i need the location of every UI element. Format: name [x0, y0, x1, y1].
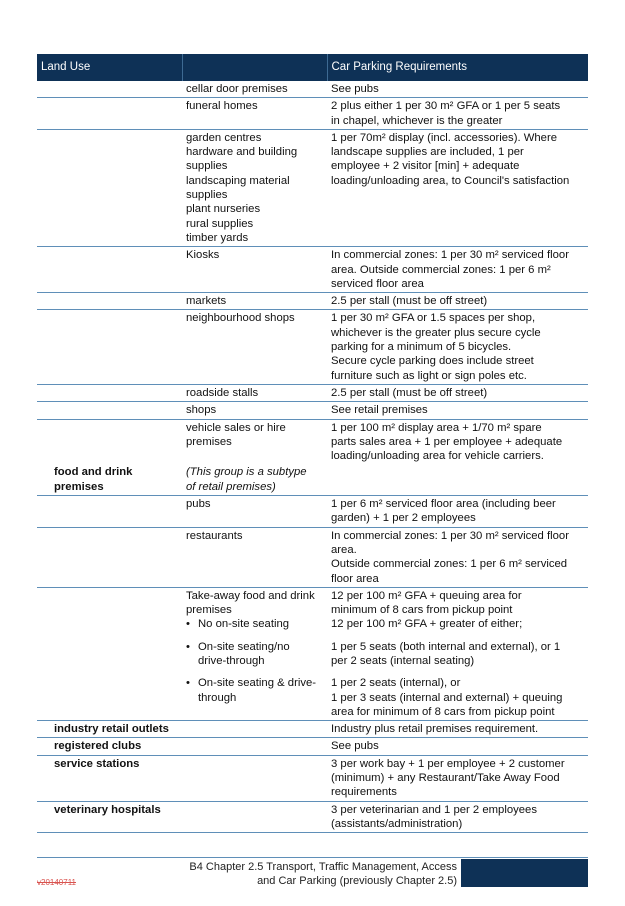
land-use-cell: neighbourhood shops	[182, 310, 327, 384]
text-line: On-site seating/no	[198, 640, 290, 653]
header-land-use: Land Use	[37, 54, 182, 81]
land-use-cell: pubs	[182, 496, 327, 528]
text-line: whichever is the greater plus secure cycle	[331, 326, 541, 339]
bullet-item	[186, 676, 323, 705]
requirement-cell	[327, 310, 588, 384]
text-line: Secure cycle parking does include street	[331, 355, 534, 368]
requirement-cell	[327, 98, 588, 130]
text-line: (minimum) + any Restaurant/Take Away Food	[331, 772, 560, 785]
table-row	[37, 293, 588, 310]
text-line: 3 per work bay + 1 per employee + 2 customer	[331, 757, 565, 770]
table-row	[37, 402, 588, 419]
text-line: supplies	[186, 160, 228, 173]
text-line: area for minimum of 8 cars from pickup point	[331, 705, 555, 718]
land-use-cell	[182, 419, 327, 464]
text-line: On-site seating & drive-	[198, 677, 317, 690]
land-use-cell: roadside stalls	[182, 384, 327, 401]
text-line: supplies	[186, 189, 228, 202]
land-use-cell	[182, 587, 327, 720]
table-row	[37, 98, 588, 130]
text-line: landscape supplies are included, 1 per	[331, 146, 524, 159]
land-use-cell: cellar door premises	[182, 81, 327, 98]
text-line: drive-through	[198, 654, 265, 667]
text-line: See retail premises	[331, 404, 428, 417]
requirement-cell	[327, 496, 588, 528]
text-line: premises	[54, 480, 104, 493]
table-row	[37, 755, 588, 801]
text-line: garden centres	[186, 131, 262, 144]
text-line: in chapel, whichever is the greater	[331, 114, 503, 127]
table-row	[37, 527, 588, 587]
text-line: food and drink	[54, 466, 133, 479]
text-line: vehicle sales or hire	[186, 421, 286, 434]
text-line: (This group is a subtype	[186, 466, 307, 479]
requirement-cell	[327, 738, 588, 755]
text-line: hardware and building	[186, 146, 298, 159]
takeaway-lead	[186, 589, 323, 618]
text-line: through	[198, 691, 237, 704]
text-line: minimum of 8 cars from pickup point	[331, 604, 513, 617]
table-row	[37, 721, 588, 738]
text-line: 12 per 100 m² GFA + queuing area for	[331, 589, 522, 602]
text-line: loading/unloading area, to Council's satisfaction	[331, 174, 570, 187]
text-line: area.	[331, 543, 357, 556]
land-use-cell: Kiosks	[182, 247, 327, 293]
text-line: 12 per 100 m² GFA + greater of either;	[331, 618, 523, 631]
text-line: per 2 seats (internal seating)	[331, 654, 475, 667]
land-use-group: industry retail outlets	[37, 721, 182, 738]
land-use-cell: restaurants	[182, 527, 327, 587]
table-row	[37, 587, 588, 720]
text-line: 2.5 per stall (must be off street)	[331, 386, 488, 399]
text-line: 1 per 100 m² display area + 1/70 m² spare	[331, 421, 542, 434]
bullet-icon: •	[186, 677, 190, 690]
text-line: 1 per 70m² display (incl. accessories). Where	[331, 131, 558, 144]
requirement-cell	[327, 384, 588, 401]
requirement-cell	[327, 464, 588, 495]
text-line: See pubs	[331, 740, 379, 753]
table-row	[37, 81, 588, 98]
text-line: 1 per 2 seats (internal), or	[331, 677, 461, 690]
text-line: 1 per 5 seats (both internal and external), or 1	[331, 640, 561, 653]
parking-requirements-table	[37, 54, 588, 833]
text-line: In commercial zones: 1 per 30 m² serviced floor	[331, 529, 569, 542]
table-row	[37, 247, 588, 293]
land-use-cell: markets	[182, 293, 327, 310]
table-row	[37, 384, 588, 401]
requirement-cell	[327, 247, 588, 293]
requirement-cell	[327, 419, 588, 464]
text-line: rural supplies	[186, 217, 254, 230]
text-line: No on-site seating	[198, 618, 290, 631]
requirement-cell	[327, 755, 588, 801]
version-stamp: v20140711	[37, 878, 76, 887]
text-line: area. Outside commercial zones: 1 per 6 m²	[331, 263, 551, 276]
text-line: furniture such as light or sign poles etc.	[331, 369, 527, 382]
text-line: Outside commercial zones: 1 per 6 m² serviced	[331, 558, 568, 571]
land-use-group	[37, 464, 182, 495]
text-line: 2.5 per stall (must be off street)	[331, 295, 488, 308]
text-line: loading/unloading area for vehicle carriers.	[331, 450, 544, 463]
text-line: Industry plus retail premises requirement.	[331, 723, 539, 736]
text-line: (assistants/administration)	[331, 817, 463, 830]
text-line: In commercial zones: 1 per 30 m² serviced floor	[331, 249, 569, 262]
text-line: landscaping material	[186, 174, 290, 187]
text-line: B4 Chapter 2.5 Transport, Traffic Management, Access	[189, 861, 457, 873]
table-row	[37, 496, 588, 528]
text-line: Take-away food and drink	[186, 589, 315, 602]
table-row	[37, 129, 588, 246]
text-line: garden) + 1 per 2 employees	[331, 512, 476, 525]
land-use-group: registered clubs	[37, 738, 182, 755]
text-line: parking for a minimum of 5 bicycles.	[331, 341, 512, 354]
header-car-parking: Car Parking Requirements	[327, 54, 588, 81]
requirement-cell	[327, 129, 588, 246]
bullet-item	[186, 640, 323, 669]
footer-color-bar	[461, 859, 588, 887]
text-line: 2 plus either 1 per 30 m² GFA or 1 per 5 seats	[331, 100, 561, 113]
land-use-cell: funeral homes	[182, 98, 327, 130]
text-line: floor area	[331, 572, 379, 585]
requirement-cell	[327, 587, 588, 720]
table-row	[37, 738, 588, 755]
requirement-cell	[327, 81, 588, 98]
land-use-cell: shops	[182, 402, 327, 419]
text-line: serviced floor area	[331, 277, 424, 290]
text-line: employee + 2 visitor [min] + adequate	[331, 160, 520, 173]
text-line: and Car Parking (previously Chapter 2.5)	[257, 875, 457, 887]
text-line: requirements	[331, 786, 397, 799]
land-use-group: service stations	[37, 755, 182, 801]
text-line: timber yards	[186, 231, 249, 244]
table-row	[37, 310, 588, 384]
bullet-icon: •	[186, 618, 190, 631]
requirement-cell	[327, 293, 588, 310]
table-header	[37, 54, 588, 81]
land-use-cell	[182, 129, 327, 246]
text-line: premises	[186, 435, 232, 448]
text-line: 3 per veterinarian and 1 per 2 employees	[331, 803, 537, 816]
bullet-icon: •	[186, 640, 190, 653]
header-subtype	[182, 54, 327, 81]
requirement-cell	[327, 527, 588, 587]
text-line: 1 per 3 seats (internal and external) + queuing	[331, 691, 563, 704]
text-line: premises	[186, 604, 232, 617]
requirement-cell	[327, 801, 588, 833]
table-row	[37, 464, 588, 495]
text-line: 1 per 30 m² GFA or 1.5 spaces per shop,	[331, 312, 536, 325]
page-footer	[37, 857, 588, 888]
requirement-cell	[327, 721, 588, 738]
text-line: of retail premises)	[186, 480, 276, 493]
text-line: plant nurseries	[186, 203, 261, 216]
text-line: 1 per 6 m² serviced floor area (including beer	[331, 498, 556, 511]
bullet-item	[186, 617, 323, 631]
text-line: See pubs	[331, 83, 379, 95]
table-row	[37, 801, 588, 833]
subtype-note	[182, 464, 327, 495]
land-use-group: veterinary hospitals	[37, 801, 182, 833]
footer-title	[167, 860, 457, 888]
table-row	[37, 419, 588, 464]
text-line: parts sales area + 1 per employee + adequate	[331, 435, 563, 448]
requirement-cell	[327, 402, 588, 419]
